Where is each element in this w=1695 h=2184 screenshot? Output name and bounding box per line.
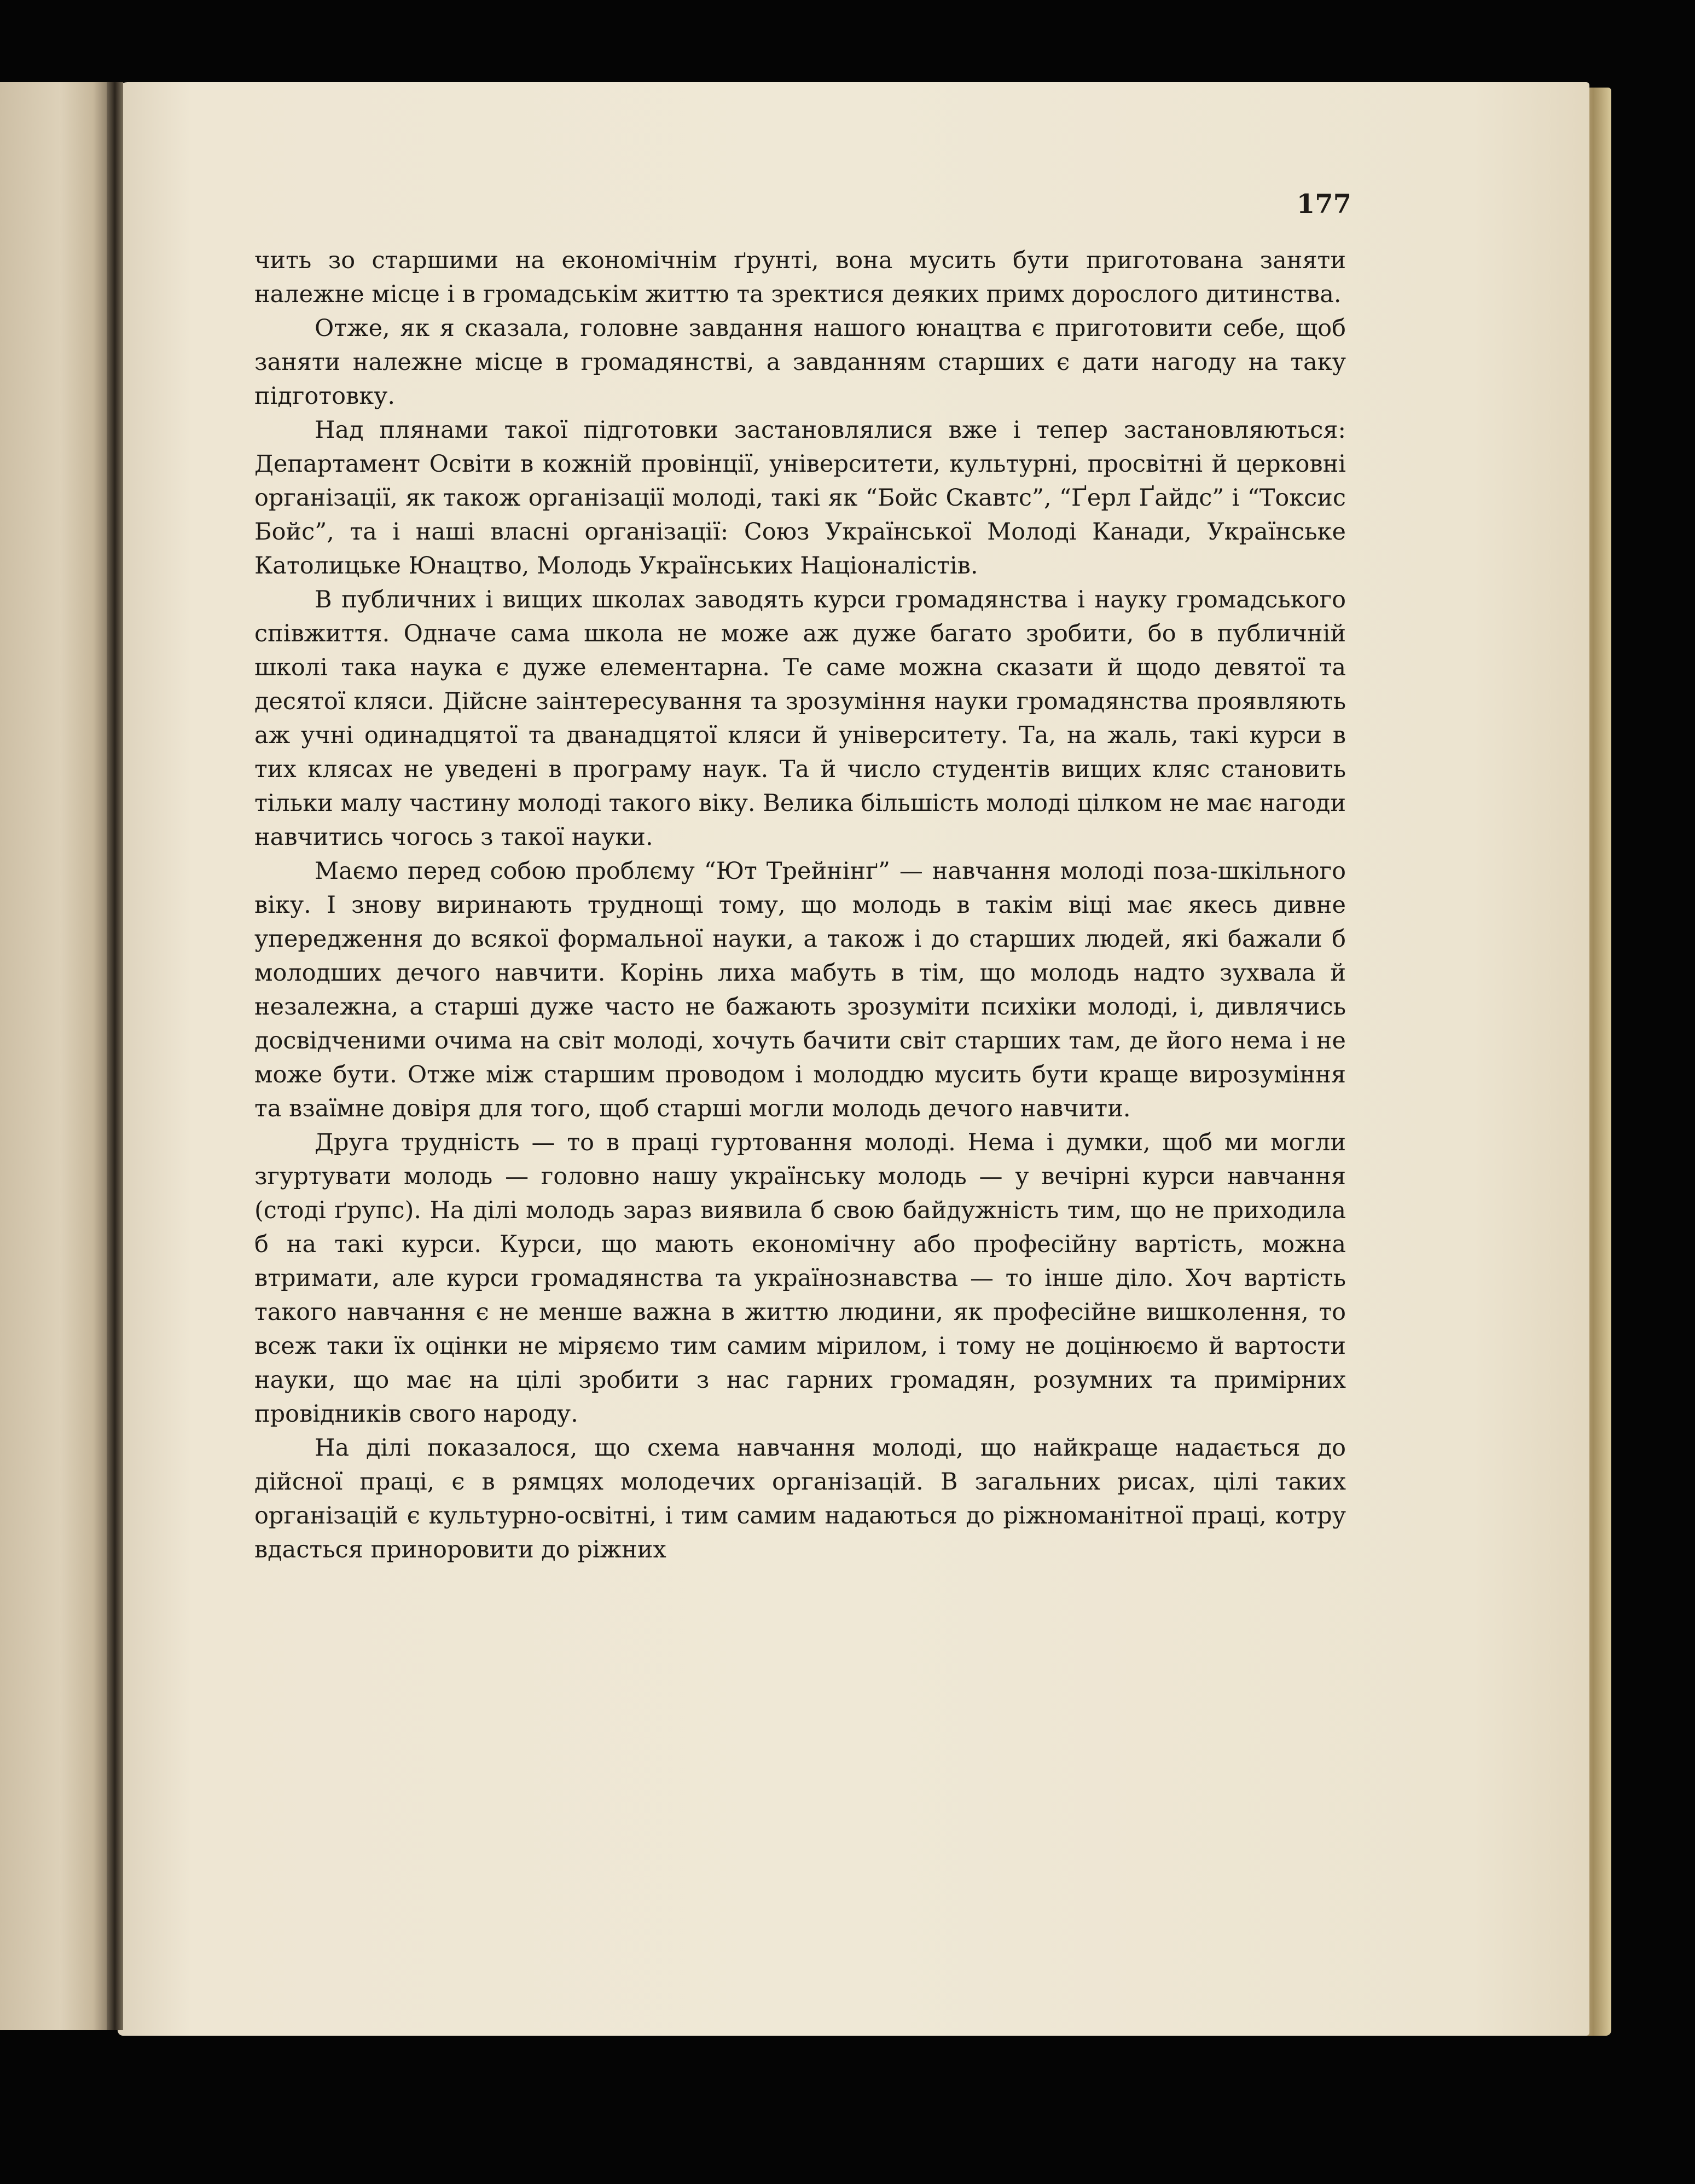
paragraph: Маємо перед собою проблєму “Ют Трейнінґ” — навчання молоді поза-шкільного віку. І знову виринають труднощі тому, що молодь в такім віці має якесь дивне упередження до всякої формальної науки, а також і до старших людей, які бажали б молодших дечого навчити. Корінь лиха мабуть в тім, що молодь надто зухвала й незалежна, а старші дуже часто не бажають зрозуміти психіки молоді, і, дивлячись досвідченими очима на світ молоді, хочуть бачити світ старших там, де його нема і не може бути. Отже між старшим проводом і молоддю мусить бути краще вирозуміння та взаїмне довіря для того, щоб старші могли молодь дечого навчити. — [254, 858, 1346, 1122]
left-page-edge — [0, 82, 109, 2030]
body-text — [254, 244, 1346, 1567]
paragraph: Над плянами такої підготовки застановлялися вже і тепер застановляються: Департамент Освіти в кожній провінції, університети, культурні, просвітні й церковні організації, як також організації молоді, такі як “Бойс Скавтс”, “Ґерл Ґайдс” і “Токсис Бойс”, та і наші власні організації: Союз Української Молоді Канади, Українське Католицьке Юнацтво, Молодь Українських Націоналістів. — [254, 416, 1346, 580]
paragraph: На ділі показалося, що схема навчання молоді, що найкраще надається до дійсної праці, є в рямцях молодечих організацій. В загальних рисах, цілі таких організацій є культурно-освітні, і тим самим надаються до ріжноманітної праці, котру вдасться принорoвити до ріжних — [254, 1434, 1346, 1563]
book-gutter — [107, 82, 123, 2030]
paragraph: Отже, як я сказала, головне завдання нашого юнацтва є приготовити себе, щоб заняти належне місце в громадянстві, а завданням старших є дати нагоду на таку підготовку. — [254, 315, 1346, 410]
page-number: 177 — [1296, 189, 1351, 219]
paragraph: чить зо старшими на економічнім ґрунті, вона мусить бути приготована заняти належне місце і в громадськім життю та зректися деяких примх дорослого дитинства. — [254, 247, 1346, 308]
paragraph: В публичних і вищих школах заводять курси громадянства і науку громадського співжиття. Одначе сама школа не може аж дуже багато зробити, бо в публичній школі така наука є дуже елементарна. Те саме можна сказати й щодо девятої та десятої кляси. Дійсне заінтересування та зрозуміння науки громадянства проявляють аж учні одинадцятої та дванадцятої кляси й університету. Та, на жаль, такі курси в тих клясах не уведені в програму наук. Та й число студентів вищих кляс становить тільки малу частину молоді такого віку. Велика більшість молоді цілком не має нагоди навчитись чогось з такої науки. — [254, 586, 1346, 851]
paragraph: Друга трудність — то в праці гуртовання молоді. Нема і думки, щоб ми могли згуртувати молодь — головно нашу українську молодь — у вечірні курси навчання (стоді ґрупс). На ділі молодь зараз виявила б свою байдужність тим, що не приходила б на такі курси. Курси, що мають економічну або професійну вартість, можна втримати, але курси громадянства та українознавства — то інше діло. Хоч вартість такого навчання є не менше важна в життю людини, як професійне вишколення, то всеж таки їх оцінки не міряємо тим самим мірилом, і тому не доцінюємо й вартости науки, що має на цілі зробити з нас гарних громадян, розумних та примірних провідників свого народу. — [254, 1129, 1346, 1428]
